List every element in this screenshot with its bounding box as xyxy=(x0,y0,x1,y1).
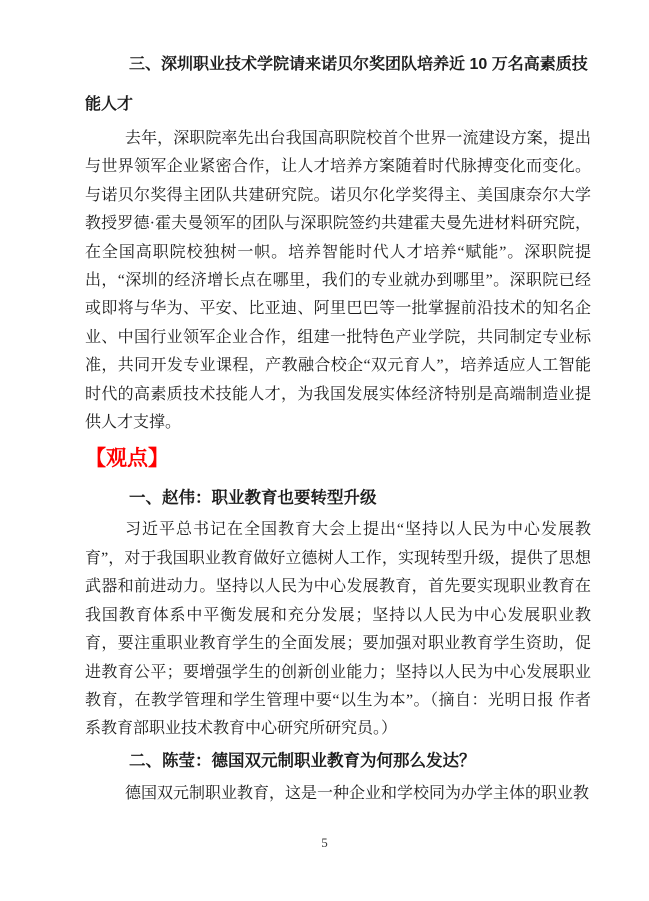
viewpoint-section-header: 【观点】 xyxy=(85,447,169,471)
page-number: 5 xyxy=(321,835,328,850)
viewpoint2-body-paragraph: 德国双元制职业教育，这是一种企业和学校同为办学主体的职业教 xyxy=(125,784,590,802)
viewpoint1-body-paragraph: 习近平总书记在全国教育大会上提出“坚持以人民为中心发展教育”，对于我国职业教育做好立德树人工作，实现转型升级，提供了思想武器和前进动力。坚持以人民为中心发展教育，首先要实现职业教育在我国教育体系中平衡发展和充分发展；坚持以人民为中心发展职业教育，要注重职业教育学生的全面发展；要加强对职业教育学生资助，促进教育公平；要增强学生的创新创业能力；坚持以人民为中心发展职业教育，在教学管理和学生管理中要“以生为本”。（摘自：光明日报 作者系教育部职业技术教育中心研究所研究员。） xyxy=(85,521,591,738)
viewpoint1-heading: 一、赵伟：职业教育也要转型升级 xyxy=(129,489,377,508)
section3-title: 三、深圳职业技术学院请来诺贝尔奖团队培养近 10 万名高素质技能人才 xyxy=(85,56,588,113)
section3-body-paragraph: 去年，深职院率先出台我国高职院校首个世界一流建设方案，提出与世界领军企业紧密合作，让人才培养方案随着时代脉搏变化而变化。与诺贝尔奖得主团队共建研究院。诺贝尔化学奖得主、美国康奈尔大学教授罗德·霍夫曼领军的团队与深职院签约共建霍夫曼先进材料研究院，在全国高职院校独树一帜。培养智能时代人才培养“赋能”。深职院提出，“深圳的经济增长点在哪里，我们的专业就办到哪里”。深职院已经或即将与华为、平安、比亚迪、阿里巴巴等一批掌握前沿技术的知名企业、中国行业领军企业合作，组建一批特色产业学院，共同制定专业标准，共同开发专业课程，产教融合校企“双元育人”，培养适应人工智能时代的高素质技术技能人才，为我国发展实体经济特别是高端制造业提供人才支撑。 xyxy=(85,130,591,432)
viewpoint2-heading: 二、陈莹：德国双元制职业教育为何那么发达？ xyxy=(129,751,476,770)
